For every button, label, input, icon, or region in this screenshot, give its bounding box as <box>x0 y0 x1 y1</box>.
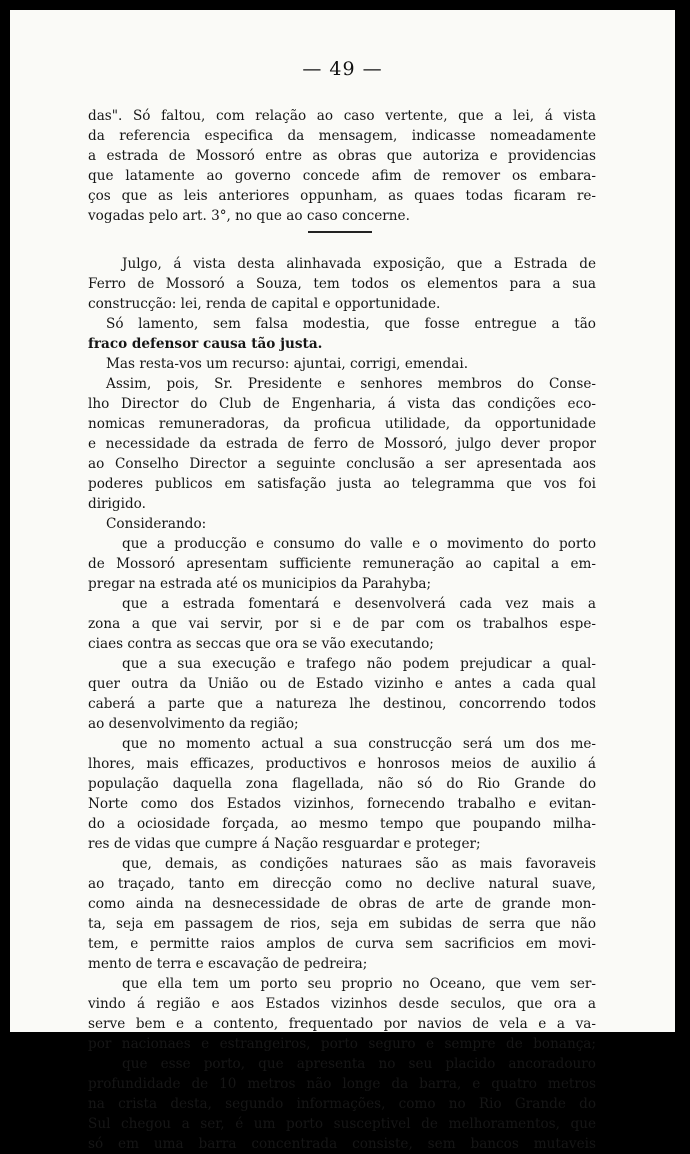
text-line: Só lamento, sem falsa modestia, que fosse entregue a tão <box>106 316 596 332</box>
text-line: Assim, pois, Sr. Presidente e senhores membros do Conse- <box>106 376 596 392</box>
text-line: quer outra da União ou de Estado vizinho e antes a cada qual <box>88 676 596 692</box>
text-line: Mas resta-vos um recurso: ajuntai, corrigi, emendai. <box>106 356 469 372</box>
text-line: que latamente ao governo concede afim de remover os embara- <box>88 168 596 184</box>
text-line: que a sua execução e trafego não podem prejudicar a qual- <box>122 656 596 672</box>
text-line: ao Conselho Director a seguinte conclusão a ser apresentada aos <box>88 456 596 472</box>
text-line: que, demais, as condições naturaes são as mais favoraveis <box>122 856 596 872</box>
text-line: do a ociosidade forçada, ao mesmo tempo que poupando milha- <box>88 816 596 832</box>
text-line: fraco defensor causa tão justa. <box>88 336 323 352</box>
main-text <box>88 254 596 1154</box>
text-line: na crista desta, segundo informações, como no Rio Grande do <box>88 1096 596 1112</box>
text-line: pregar na estrada até os municipios da Parahyba; <box>88 576 432 592</box>
text-line: de Mossoró apresentam sufficiente remuneração ao capital a em- <box>88 556 596 572</box>
text-line: vindo á região e aos Estados vizinhos desde seculos, que ora a <box>88 996 596 1012</box>
text-line: caberá a parte que a natureza lhe destinou, concorrendo todos <box>88 696 596 712</box>
text-line: vogadas pelo art. 3°, no que ao caso concerne. <box>88 208 410 224</box>
text-line: dirigido. <box>88 496 146 512</box>
text-line: ao traçado, tanto em direcção como no declive natural suave, <box>88 876 596 892</box>
text-line: lho Director do Club de Engenharia, á vista das condições eco- <box>88 396 596 412</box>
paragraph-continuation <box>88 106 596 226</box>
text-line: das". Só faltou, com relação ao caso vertente, que a lei, á vista <box>88 108 596 124</box>
text-line: lhores, mais efficazes, productivos e honrosos meios de auxilio á <box>88 756 596 772</box>
section-divider <box>308 231 372 233</box>
text-line: tem, e permitte raios amplos de curva sem sacrificios em movi- <box>88 936 596 952</box>
text-line: por nacionaes e estrangeiros, porto seguro e sempre de bonança; <box>88 1036 596 1052</box>
text-line: que esse porto, que apresenta no seu placido ancoradouro <box>122 1056 596 1072</box>
text-line: zona a que vai servir, por si e de par com os trabalhos espe- <box>88 616 596 632</box>
document-page <box>10 10 675 1152</box>
text-line: ta, seja em passagem de rios, seja em subidas de serra que não <box>88 916 596 932</box>
text-line: serve bem e a contento, frequentado por navios de vela e a va- <box>88 1016 596 1032</box>
text-line: Considerando: <box>106 516 207 532</box>
text-line: Julgo, á vista desta alinhavada exposição, que a Estrada de <box>122 256 596 272</box>
text-line: que no momento actual a sua construcção será um dos me- <box>122 736 596 752</box>
text-line: poderes publicos em satisfação justa ao telegramma que vos foi <box>88 476 596 492</box>
text-line: população daquella zona flagellada, não só do Rio Grande do <box>88 776 596 792</box>
text-line: só em uma barra concentrada consiste, sem bancos mutaveis <box>88 1136 596 1152</box>
text-line: mento de terra e escavação de pedreira; <box>88 956 368 972</box>
text-line: Sul chegou a ser, é um porto susceptivel de melhoramentos, que <box>88 1116 596 1132</box>
text-line: Ferro de Mossoró a Souza, tem todos os elementos para a sua <box>88 276 596 292</box>
text-line: ços que as leis anteriores oppunham, as quaes todas ficaram re- <box>88 188 596 204</box>
text-line: profundidade de 10 metros não longe da barra, e quatro metros <box>88 1076 596 1092</box>
text-line: Norte como dos Estados vizinhos, fornecendo trabalho e evitan- <box>88 796 596 812</box>
text-line: res de vidas que cumpre á Nação resguardar e proteger; <box>88 836 481 852</box>
text-line: que ella tem um porto seu proprio no Oceano, que vem ser- <box>122 976 596 992</box>
text-line: como ainda na desnecessidade de obras de arte de grande mon- <box>88 896 596 912</box>
text-line: e necessidade da estrada de ferro de Mossoró, julgo dever propor <box>88 436 596 452</box>
text-line: da referencia especifica da mensagem, indicasse nomeadamente <box>88 128 596 144</box>
text-line: ciaes contra as seccas que ora se vão executando; <box>88 636 434 652</box>
text-line: que a estrada fomentará e desenvolverá cada vez mais a <box>122 596 596 612</box>
text-line: construcção: lei, renda de capital e opportunidade. <box>88 296 441 312</box>
text-line: que a producção e consumo do valle e o movimento do porto <box>122 536 596 552</box>
text-line: a estrada de Mossoró entre as obras que autoriza e providencias <box>88 148 596 164</box>
text-line: ao desenvolvimento da região; <box>88 716 299 732</box>
text-line: nomicas remuneradoras, da proficua utilidade, da opportunidade <box>88 416 596 432</box>
page-number: — 49 — <box>302 58 383 80</box>
